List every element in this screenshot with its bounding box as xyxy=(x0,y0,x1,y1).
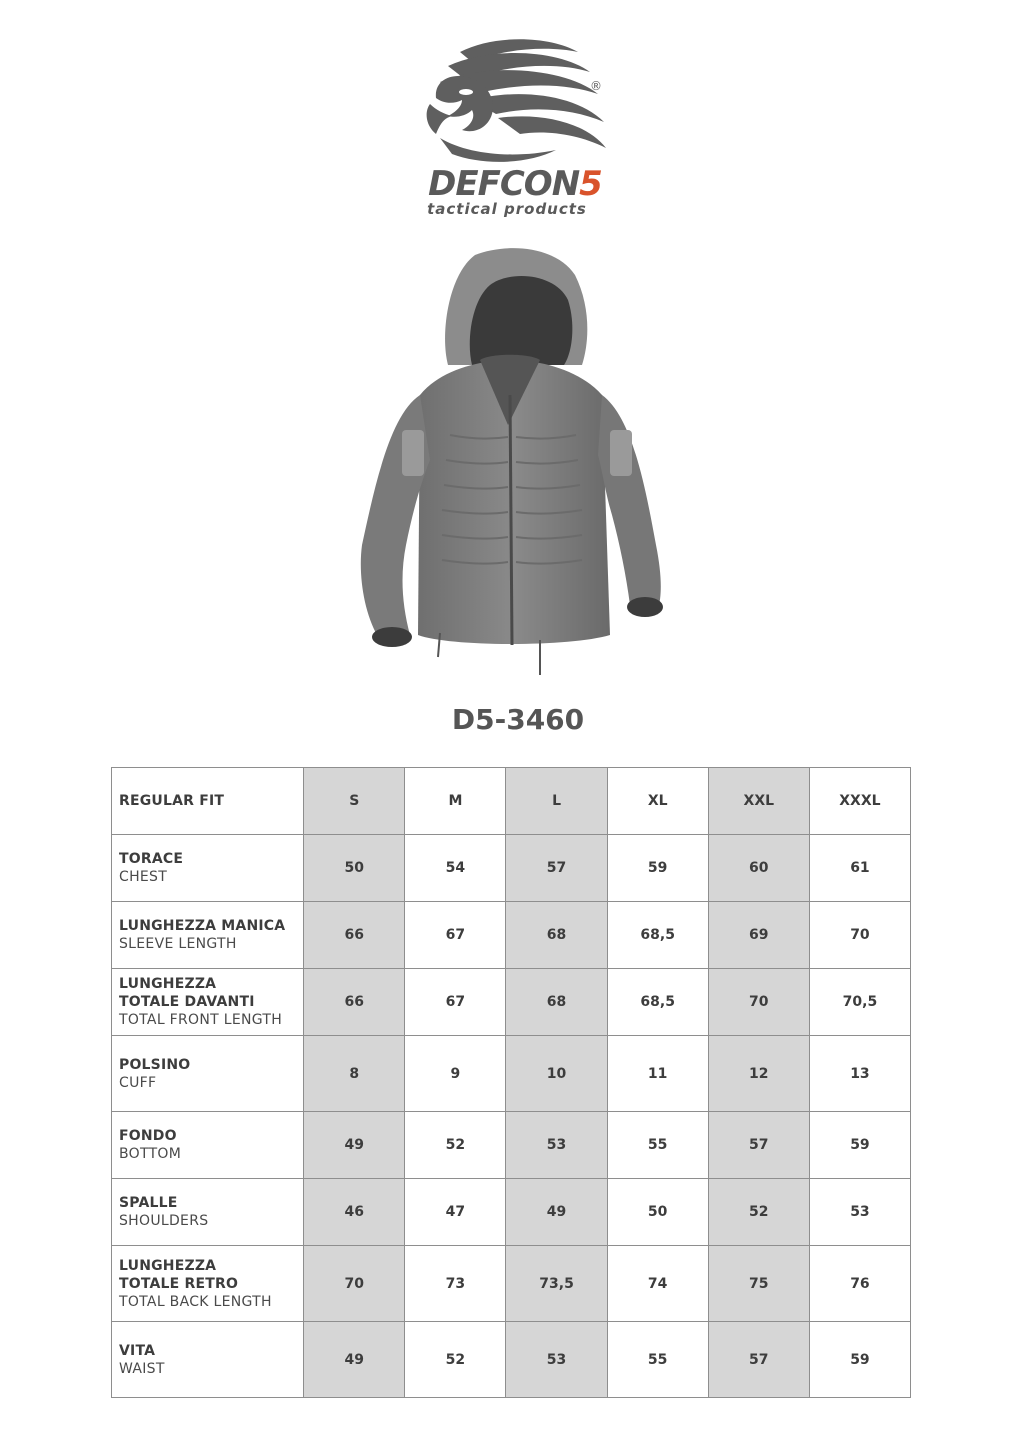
product-code: D5-3460 xyxy=(451,703,585,736)
size-value-cell: 70 xyxy=(809,902,910,969)
table-row xyxy=(112,1179,911,1246)
registered-mark: ® xyxy=(590,79,602,93)
size-value-cell: 53 xyxy=(809,1179,910,1246)
row-label: FONDO BOTTOM xyxy=(112,1112,304,1179)
size-value-cell: 57 xyxy=(708,1112,809,1179)
size-value-cell: 61 xyxy=(809,835,910,902)
size-header-cell: M xyxy=(405,768,506,835)
size-value-cell: 11 xyxy=(607,1036,708,1112)
size-value-cell: 53 xyxy=(506,1112,607,1179)
size-header-cell: L xyxy=(506,768,607,835)
size-value-cell: 49 xyxy=(304,1112,405,1179)
size-value-cell: 73 xyxy=(405,1246,506,1322)
row-label: LUNGHEZZA TOTALE DAVANTI TOTAL FRONT LENGTH xyxy=(112,969,304,1036)
size-value-cell: 70 xyxy=(304,1246,405,1322)
size-value-cell: 59 xyxy=(809,1112,910,1179)
size-value-cell: 52 xyxy=(708,1179,809,1246)
size-value-cell: 68,5 xyxy=(607,969,708,1036)
size-value-cell: 52 xyxy=(405,1322,506,1398)
size-value-cell: 53 xyxy=(506,1322,607,1398)
size-value-cell: 74 xyxy=(607,1246,708,1322)
size-header-cell: XXL xyxy=(708,768,809,835)
size-value-cell: 50 xyxy=(304,835,405,902)
table-row xyxy=(112,1246,911,1322)
size-value-cell: 8 xyxy=(304,1036,405,1112)
size-value-cell: 69 xyxy=(708,902,809,969)
size-value-cell: 50 xyxy=(607,1179,708,1246)
size-value-cell: 70,5 xyxy=(809,969,910,1036)
size-value-cell: 55 xyxy=(607,1322,708,1398)
size-header-cell: XL xyxy=(607,768,708,835)
table-row xyxy=(112,1322,911,1398)
table-row xyxy=(112,1036,911,1112)
size-value-cell: 68 xyxy=(506,969,607,1036)
size-value-cell: 68 xyxy=(506,902,607,969)
brand-name-accent: 5 xyxy=(579,164,602,204)
size-value-cell: 57 xyxy=(708,1322,809,1398)
size-value-cell: 59 xyxy=(809,1322,910,1398)
size-value-cell: 10 xyxy=(506,1036,607,1112)
size-value-cell: 57 xyxy=(506,835,607,902)
size-value-cell: 70 xyxy=(708,969,809,1036)
size-value-cell: 12 xyxy=(708,1036,809,1112)
size-value-cell: 60 xyxy=(708,835,809,902)
table-row xyxy=(112,969,911,1036)
brand-name xyxy=(410,164,620,204)
jacket-product-image xyxy=(340,245,680,685)
size-value-cell: 46 xyxy=(304,1179,405,1246)
row-label: LUNGHEZZA MANICA SLEEVE LENGTH xyxy=(112,902,304,969)
row-label: TORACE CHEST xyxy=(112,835,304,902)
size-value-cell: 75 xyxy=(708,1246,809,1322)
table-row xyxy=(112,902,911,969)
size-value-cell: 73,5 xyxy=(506,1246,607,1322)
size-value-cell: 54 xyxy=(405,835,506,902)
header-label: REGULAR FIT xyxy=(112,768,304,835)
brand-name-main: DEFCON xyxy=(428,164,580,204)
brand-tagline: tactical products xyxy=(427,200,587,218)
size-value-cell: 68,5 xyxy=(607,902,708,969)
size-header-cell: XXXL xyxy=(809,768,910,835)
row-label: LUNGHEZZA TOTALE RETRO TOTAL BACK LENGTH xyxy=(112,1246,304,1322)
size-header-row xyxy=(112,768,911,835)
size-table xyxy=(111,767,911,1398)
row-label: VITA WAIST xyxy=(112,1322,304,1398)
size-value-cell: 66 xyxy=(304,902,405,969)
size-value-cell: 76 xyxy=(809,1246,910,1322)
size-header-cell: S xyxy=(304,768,405,835)
table-row xyxy=(112,835,911,902)
size-value-cell: 59 xyxy=(607,835,708,902)
row-label: POLSINO CUFF xyxy=(112,1036,304,1112)
size-value-cell: 49 xyxy=(506,1179,607,1246)
size-value-cell: 47 xyxy=(405,1179,506,1246)
size-value-cell: 9 xyxy=(405,1036,506,1112)
size-value-cell: 66 xyxy=(304,969,405,1036)
size-value-cell: 13 xyxy=(809,1036,910,1112)
size-value-cell: 67 xyxy=(405,969,506,1036)
size-value-cell: 67 xyxy=(405,902,506,969)
size-value-cell: 52 xyxy=(405,1112,506,1179)
row-label: SPALLE SHOULDERS xyxy=(112,1179,304,1246)
table-row xyxy=(112,1112,911,1179)
size-value-cell: 55 xyxy=(607,1112,708,1179)
size-value-cell: 49 xyxy=(304,1322,405,1398)
